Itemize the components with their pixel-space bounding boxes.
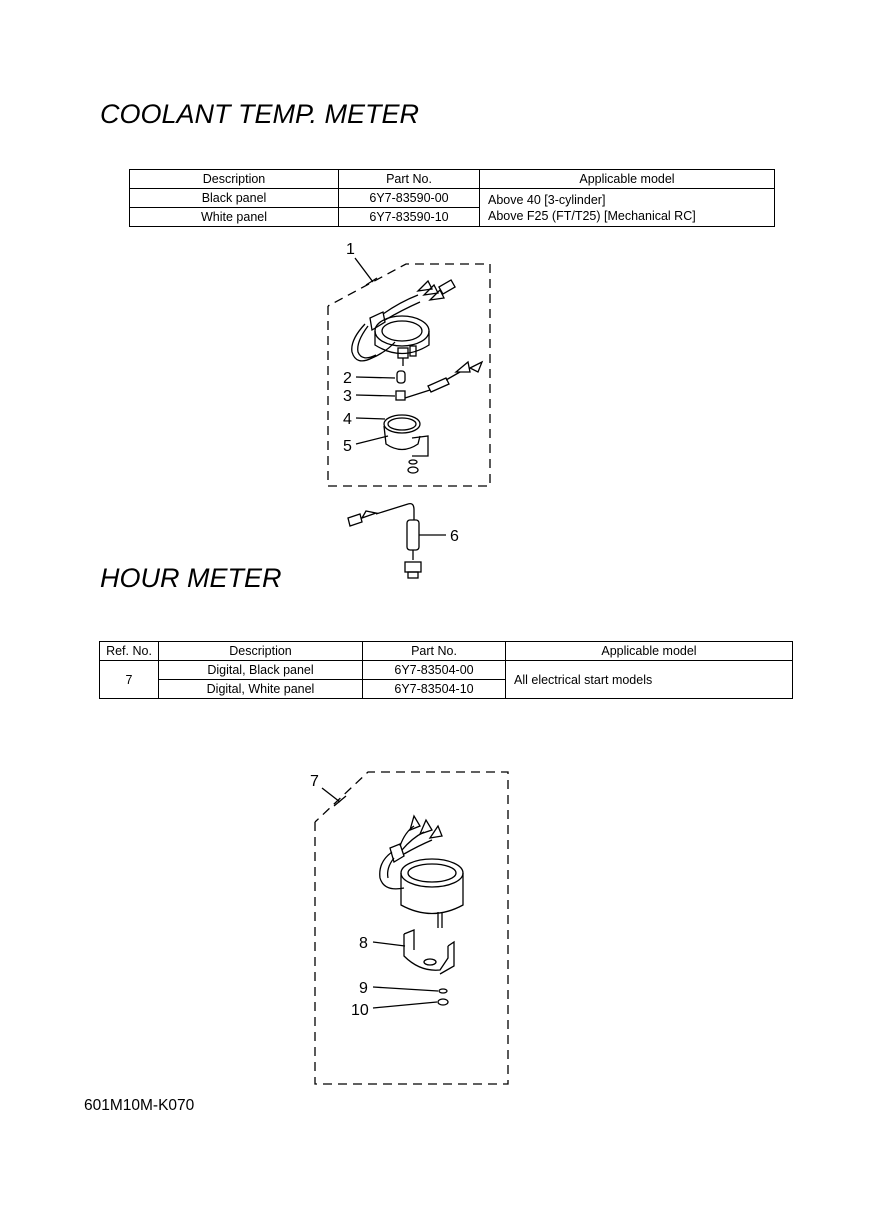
- sender-unit-drawing: [348, 504, 421, 578]
- model-line: Above F25 (FT/T25) [Mechanical RC]: [488, 208, 696, 223]
- page-code: 601M10M-K070: [84, 1097, 195, 1114]
- callout-8: 8: [359, 935, 368, 952]
- coolant-section-title: COOLANT TEMP. METER: [100, 99, 420, 129]
- sensor-parts-drawing: [396, 362, 482, 400]
- callout-9: 9: [359, 980, 368, 997]
- callout-leader: [322, 788, 340, 802]
- description-cell: White panel: [130, 208, 339, 227]
- callout-3: 3: [343, 388, 352, 405]
- description-header: Description: [130, 170, 339, 189]
- part-no-cell: 6Y7-83504-10: [363, 680, 506, 699]
- description-header: Description: [159, 642, 363, 661]
- callout-6: 6: [450, 528, 459, 545]
- part-no-header: Part No.: [363, 642, 506, 661]
- callout-2: 2: [343, 370, 352, 387]
- hour-dashed-frame: [315, 772, 508, 1084]
- callout-1: 1: [346, 241, 355, 258]
- callout-7: 7: [310, 773, 319, 790]
- coolant-dashed-frame: [328, 264, 490, 486]
- callout-leader: [355, 258, 373, 282]
- bracket-drawing: [384, 415, 428, 473]
- description-cell: Digital, Black panel: [159, 661, 363, 680]
- callout-labels: [310, 241, 459, 1019]
- callout-5: 5: [343, 438, 352, 455]
- part-no-cell: 6Y7-83504-00: [363, 661, 506, 680]
- model-line: Above 40 [3-cylinder]: [488, 192, 606, 207]
- description-cell: Digital, White panel: [159, 680, 363, 699]
- model-header: Applicable model: [480, 170, 775, 189]
- callout-tick: [334, 796, 346, 806]
- part-no-cell: 6Y7-83590-00: [339, 189, 480, 208]
- model-cell: All electrical start models: [506, 661, 793, 699]
- callout-10: 10: [351, 1002, 369, 1019]
- hour-section-title: HOUR METER: [100, 563, 282, 593]
- hour-bracket-drawing: [404, 930, 454, 1005]
- part-no-header: Part No.: [339, 170, 480, 189]
- callout-4: 4: [343, 411, 352, 428]
- ref-header: Ref. No.: [100, 642, 159, 661]
- description-cell: Black panel: [130, 189, 339, 208]
- ref-cell: 7: [100, 661, 159, 699]
- temp-gauge-drawing: [352, 280, 455, 366]
- hour-meter-drawing: [380, 816, 463, 928]
- part-no-cell: 6Y7-83590-10: [339, 208, 480, 227]
- model-header: Applicable model: [506, 642, 793, 661]
